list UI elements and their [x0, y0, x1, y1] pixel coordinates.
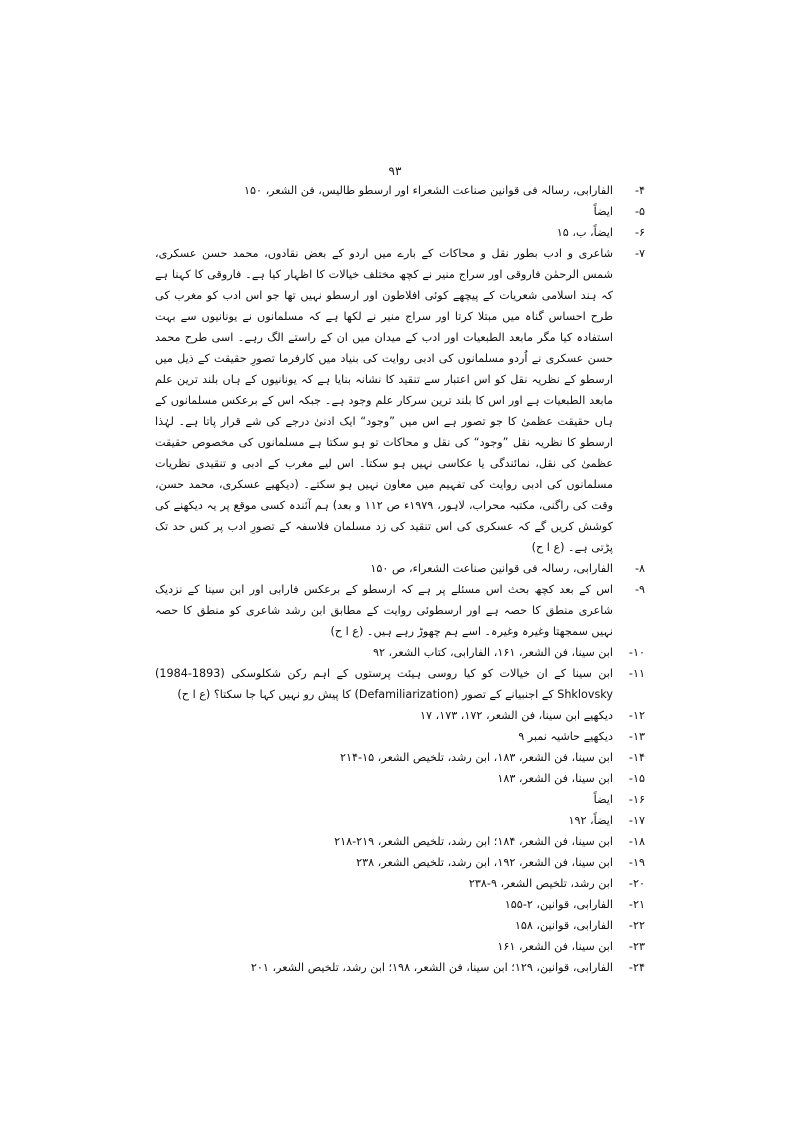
- footnote-13: [155, 726, 645, 747]
- footnote-number: ۱۷-: [628, 814, 645, 827]
- footnote-text: ابن سینا، فن الشعر، ۱۸۳، ابن رشد، تلخیص الشعر، ۱۵-۲۱۴: [340, 751, 613, 764]
- footnote-text: شاعری و ادب بطور نقل و محاکات کے بارے میں اردو کے بعض نقادوں، محمد حسن عسکری، شمس الرحمٰن فاروقی اور سراج منیر نے کچھ مختلف خیالات کا اظہار کیا ہے۔ فاروقی کا کہنا ہے کہ ہند اسلامی شعریات کے پیچھے کوئی افلاطون اور ارسطو نہیں تھا جو اس ادب کو مغرب کی طرح احساس گناہ میں مبتلا کرتا اور سراج منیر نے لکھا ہے کہ مسلمانوں نے یونانیوں سے بہت استفادہ کیا مگر مابعد الطبعیات اور ادب کے میدان میں ان کے راستے الگ رہے۔ اسی طرح محمد حسن عسکری نے اُردو مسلمانوں کی ادبی روایت کی بنیاد میں کارفرما تصورِ حقیقت کے ذیل میں ارسطو کے نظریہ نقل کو اس اعتبار سے تنقید کا نشانہ بنایا ہے کہ یونانیوں کے ہاں بلند ترین علم مابعد الطبعیات ہے اور اس کا بلند ترین سرکار علم وجود ہے۔ جبکہ اس کے برعکس مسلمانوں کے ہاں حقیقت عظمیٰ کا جو تصور ہے اس میں ”وجود“ ایک ادنیٰ درجے کی شے قرار پاتا ہے۔ لہٰذا ارسطو کا نظریہ نقل ”وجود“ کی نقل و محاکات تو ہو سکتا ہے مسلمانوں کی مخصوص حقیقت عظمیٰ کی نقل، نمائندگی یا عکاسی نہیں ہو سکتا۔ اس لیے مغرب کے ادبی و تنقیدی نظریات مسلمانوں کی ادبی روایت کی تفہیم میں معاون نہیں ہو سکتے۔ (دیکھیے عسکری، محمد حسن، وقت کی راگنی، مکتبہ محراب، لاہور، ۱۹۷۹ء ص ۱۱۲ و بعد) ہم آئندہ کسی موقع پر یہ دیکھنے کی کوشش کریں گے کہ عسکری کی اس تنقید کی زد مسلمان فلاسفہ کے تصورِ ادب پر کس حد تک پڑتی ہے۔ (ع ا ح): [155, 247, 614, 554]
- footnote-text: الفارابی، رسالہ فی قوانین صناعت الشعراء، ص ۱۵۰: [370, 562, 613, 575]
- footnote-7: [155, 243, 645, 558]
- footnote-text: ابن سینا، فن الشعر، ۱۸۴؛ ابن رشد، تلخیص الشعر، ۲۱۹-۲۱۸: [334, 835, 613, 848]
- footnote-text: ابن سینا، فن الشعر، ۱۸۳: [497, 772, 613, 785]
- footnote-number: ۲۱-: [628, 898, 645, 911]
- footnote-number: ۵-: [634, 205, 645, 218]
- footnote-number: ۱۰-: [628, 646, 645, 659]
- footnote-text: دیکھیے حاشیہ نمبر ۹: [518, 730, 613, 743]
- footnote-22: [155, 915, 645, 936]
- footnote-number: ۲۰-: [628, 877, 645, 890]
- footnote-text: دیکھیے ابن سینا، فن الشعر، ۱۷۲، ۱۷۳، ۱۷: [419, 709, 613, 722]
- footnote-17: [155, 810, 645, 831]
- footnote-text: الفارابی، قوانین، ۱۵۸: [514, 919, 613, 932]
- footnote-18: [155, 831, 645, 852]
- footnote-text: ایضاً: [593, 205, 613, 218]
- footnote-number: ۱۸-: [628, 835, 645, 848]
- footnote-text: ابن سینا، فن الشعر، ۱۶۱: [497, 940, 613, 953]
- footnote-number: ۸-: [634, 562, 645, 575]
- footnote-text: ابن سینا کے ان خیالات کو کیا روسی ہیئت پرستوں کے اہم رکن شکلوسکی (1893-1984) Shklovsky کے اجنبیانے کے تصور (Defamiliarization) کا پیش رو نہیں کہا جا سکتا؟ (ع ا ح): [155, 667, 613, 701]
- footnote-number: ۲۲-: [628, 919, 645, 932]
- footnote-text: الفارابی، رسالہ فی قوانین صناعت الشعراء اور ارسطو طالیس، فن الشعر، ۱۵۰: [243, 184, 613, 197]
- footnote-text: ایضاً، ۱۹۲: [568, 814, 613, 827]
- footnote-text: الفارابی، قوانین، ۲-۱۵۵: [504, 898, 613, 911]
- footnote-4: [155, 180, 645, 201]
- footnote-23: [155, 936, 645, 957]
- footnote-number: ۱۵-: [628, 772, 645, 785]
- footnote-number: ۱۲-: [628, 709, 645, 722]
- footnote-12: [155, 705, 645, 726]
- footnote-15: [155, 768, 645, 789]
- footnote-14: [155, 747, 645, 768]
- footnote-number: ۱۶-: [628, 793, 645, 806]
- footnote-5: [155, 201, 645, 222]
- footnote-number: ۲۴-: [628, 961, 645, 974]
- footnote-text: ابن سینا، فن الشعر، ۱۶۱، الفارابی، کتاب الشعر، ۹۲: [372, 646, 613, 659]
- footnote-number: ۴-: [634, 184, 645, 197]
- footnote-number: ۷-: [634, 247, 645, 260]
- footnote-24: [155, 957, 645, 978]
- footnote-text: اس کے بعد کچھ بحث اس مسئلے پر ہے کہ ارسطو کے برعکس فارابی اور ابن سینا کے نزدیک شاعری منطق کا حصہ ہے اور ارسطوئی روایت کے مطابق ابن رشد شاعری کو منطق کا حصہ نہیں سمجھتا وغیرہ وغیرہ۔ اسے ہم چھوڑ رہے ہیں۔ (ع ا ح): [155, 583, 613, 638]
- footnote-number: ۱۳-: [628, 730, 645, 743]
- footnote-19: [155, 852, 645, 873]
- footnote-text: الفارابی، قوانین، ۱۲۹؛ ابن سینا، فن الشعر، ۱۹۸؛ ابن رشد، تلخیص الشعر، ۲۰۱: [250, 961, 613, 974]
- footnote-number: ۱۹-: [628, 856, 645, 869]
- footnote-number: ۲۳-: [628, 940, 645, 953]
- footnote-number: ۹-: [634, 583, 645, 596]
- footnote-number: ۱۱-: [628, 667, 645, 680]
- page-number: ۹۳: [388, 164, 402, 178]
- footnote-6: [155, 222, 645, 243]
- footnote-8: [155, 558, 645, 579]
- footnote-10: [155, 642, 645, 663]
- footnote-text: ابن سینا، فن الشعر، ۱۹۲، ابن رشد، تلخیص الشعر، ۲۳۸: [356, 856, 613, 869]
- footnote-11: [155, 663, 645, 705]
- footnote-number: ۶-: [634, 226, 645, 239]
- footnote-text: ایضاً: [593, 793, 613, 806]
- footnote-text: ایضاً، ب، ۱۵: [556, 226, 613, 239]
- footnote-16: [155, 789, 645, 810]
- footnote-20: [155, 873, 645, 894]
- footnote-9: [155, 579, 645, 642]
- footnotes-list: [155, 180, 645, 978]
- footnote-21: [155, 894, 645, 915]
- footnote-number: ۱۴-: [628, 751, 645, 764]
- footnote-text: ابن رشد، تلخیص الشعر، ۹-۲۳۸: [468, 877, 613, 890]
